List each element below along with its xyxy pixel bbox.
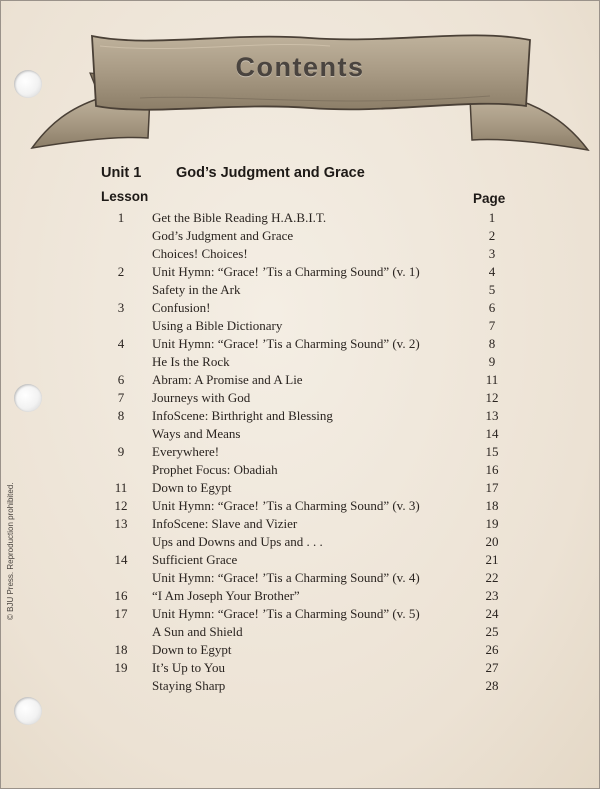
page-number: 28 [485,678,499,693]
contents-row [0,425,600,443]
page-number: 11 [485,372,499,387]
lesson-number: 16 [114,588,128,603]
contents-row [0,245,600,263]
contents-row [0,263,600,281]
contents-list [0,209,600,695]
lesson-title: Confusion! [152,300,211,315]
lesson-title: Unit Hymn: “Grace! ’Tis a Charming Sound” (v. 5) [152,606,420,621]
contents-row [0,641,600,659]
lesson-title: Prophet Focus: Obadiah [152,462,278,477]
page-number: 16 [485,462,499,477]
lesson-title: Choices! Choices! [152,246,248,261]
contents-row [0,605,600,623]
lesson-title: A Sun and Shield [152,624,243,639]
page-number: 25 [485,624,499,639]
lesson-number: 7 [117,390,125,405]
contents-row [0,515,600,533]
contents-row [0,335,600,353]
lesson-number: 1 [117,210,125,225]
lesson-title: “I Am Joseph Your Brother” [152,588,300,603]
contents-row [0,209,600,227]
contents-row [0,587,600,605]
contents-row [0,281,600,299]
lesson-title: InfoScene: Birthright and Blessing [152,408,333,423]
page-number: 15 [485,444,499,459]
page-number: 9 [488,354,496,369]
lesson-title: Down to Egypt [152,480,232,495]
page-number: 13 [485,408,499,423]
lesson-title: Unit Hymn: “Grace! ’Tis a Charming Sound” (v. 2) [152,336,420,351]
unit-title: God’s Judgment and Grace [176,165,365,181]
lesson-title: Get the Bible Reading H.A.B.I.T. [152,210,327,225]
page-column-header: Page [473,191,506,206]
lesson-number: 2 [117,264,125,279]
lesson-title: Down to Egypt [152,642,232,657]
contents-row [0,551,600,569]
page-number: 7 [488,318,496,333]
lesson-column-header: Lesson [101,189,149,204]
page-number: 23 [485,588,499,603]
page-number: 3 [488,246,496,261]
lesson-number: 8 [117,408,125,423]
ribbon-right-tail [470,98,588,150]
page-number: 14 [485,426,499,441]
contents-row [0,569,600,587]
lesson-number: 18 [114,642,128,657]
contents-row [0,389,600,407]
contents-row [0,497,600,515]
lesson-title: Unit Hymn: “Grace! ’Tis a Charming Sound” (v. 1) [152,264,420,279]
lesson-number: 11 [114,480,128,495]
copyright-notice: © BJU Press. Reproduction prohibited. [6,482,15,620]
contents-row [0,479,600,497]
page-number: 6 [488,300,496,315]
lesson-title: It’s Up to You [152,660,225,675]
lesson-title: Safety in the Ark [152,282,241,297]
contents-row [0,353,600,371]
binder-hole-bottom [14,697,42,725]
contents-row [0,317,600,335]
page-number: 8 [488,336,496,351]
lesson-title: God’s Judgment and Grace [152,228,294,243]
page-title: Contents [235,52,365,82]
page-number: 20 [485,534,499,549]
contents-row [0,443,600,461]
page-number: 1 [488,210,496,225]
contents-row [0,299,600,317]
lesson-title: Ups and Downs and Ups and . . . [152,534,323,549]
contents-row [0,461,600,479]
contents-row [0,533,600,551]
contents-row [0,677,600,695]
page-number: 12 [485,390,499,405]
page-number: 19 [485,516,499,531]
lesson-number: 9 [117,444,125,459]
lesson-number: 17 [114,606,128,621]
page-number: 27 [485,660,499,675]
page-number: 5 [488,282,496,297]
page-number: 18 [485,498,499,513]
lesson-number: 13 [114,516,128,531]
page-number: 17 [485,480,499,495]
lesson-title: Staying Sharp [152,678,226,693]
lesson-title: Unit Hymn: “Grace! ’Tis a Charming Sound” (v. 3) [152,498,420,513]
contents-row [0,659,600,677]
page-number: 2 [488,228,496,243]
page-number: 22 [485,570,499,585]
lesson-title: Everywhere! [152,444,220,459]
lesson-title: Ways and Means [152,426,241,441]
page-number: 4 [488,264,496,279]
unit-label: Unit 1 [101,165,142,181]
contents-row [0,623,600,641]
page-number: 24 [485,606,499,621]
lesson-number: 19 [114,660,128,675]
contents-row [0,371,600,389]
contents-row [0,407,600,425]
lesson-title: InfoScene: Slave and Vizier [152,516,298,531]
lesson-title: Unit Hymn: “Grace! ’Tis a Charming Sound” (v. 4) [152,570,420,585]
lesson-number: 4 [117,336,125,351]
lesson-title: He Is the Rock [152,354,230,369]
lesson-title: Abram: A Promise and A Lie [152,372,303,387]
contents-row [0,227,600,245]
lesson-title: Sufficient Grace [152,552,238,567]
lesson-title: Journeys with God [152,390,251,405]
lesson-number: 3 [117,300,125,315]
page-number: 26 [485,642,499,657]
page-number: 21 [485,552,499,567]
lesson-number: 6 [117,372,125,387]
lesson-number: 14 [114,552,128,567]
lesson-title: Using a Bible Dictionary [152,318,283,333]
ribbon-banner [30,18,590,168]
lesson-number: 12 [114,498,128,513]
